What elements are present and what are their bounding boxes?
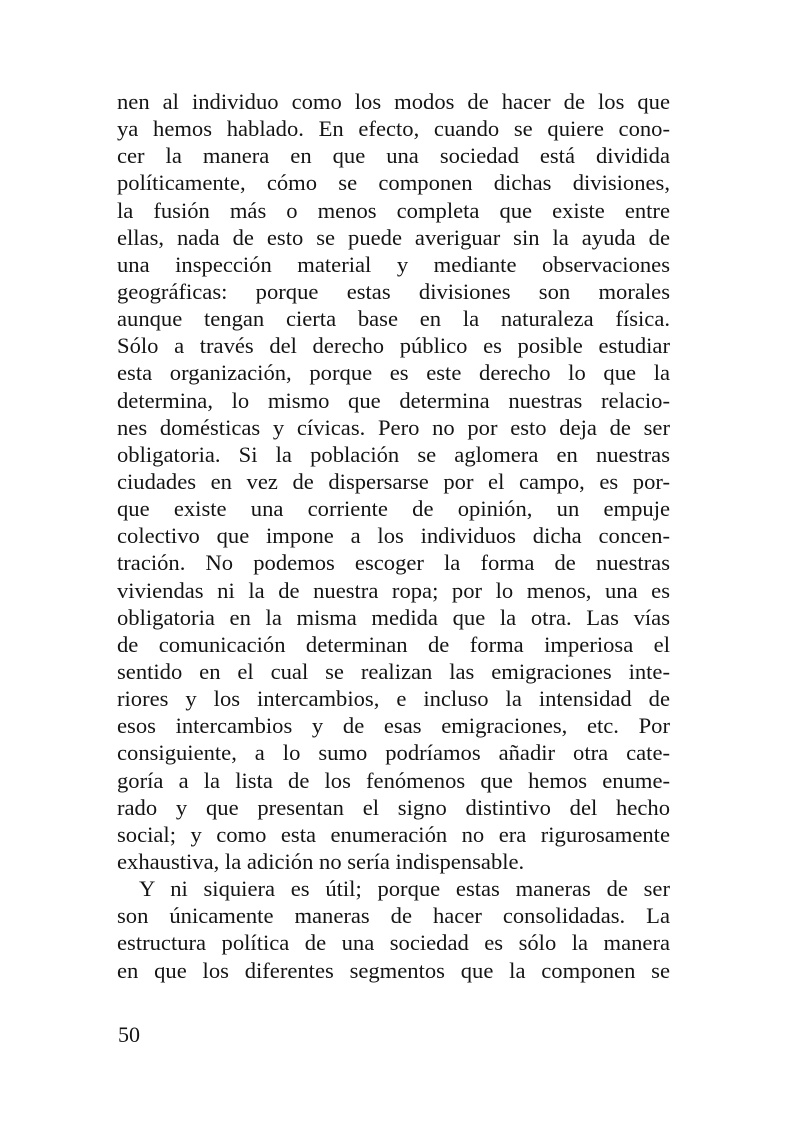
text-line: consiguiente, a lo sumo podríamos añadir otra cate- xyxy=(117,740,670,766)
text-line: riores y los intercambios, e incluso la intensidad de xyxy=(117,686,670,712)
text-line: Sólo a través del derecho público es posible estudiar xyxy=(117,333,670,359)
text-line: obligatoria en la misma medida que la otra. Las vías xyxy=(117,604,670,630)
text-line: ya hemos hablado. En efecto, cuando se quiere cono- xyxy=(117,116,670,142)
text-line: goría a la lista de los fenómenos que hemos enume- xyxy=(117,767,670,793)
text-line: que existe una corriente de opinión, un empuje xyxy=(117,496,670,522)
text-line: geográficas: porque estas divisiones son morales xyxy=(117,278,670,304)
text-line: determina, lo mismo que determina nuestras relacio- xyxy=(117,387,670,413)
text-line: ciudades en vez de dispersarse por el campo, es por- xyxy=(117,468,670,494)
text-line: esos intercambios y de esas emigraciones, etc. Por xyxy=(117,713,670,739)
text-line: cer la manera en que una sociedad está dividida xyxy=(117,143,670,169)
body-text xyxy=(117,88,670,984)
text-line: obligatoria. Si la población se aglomera en nuestras xyxy=(117,441,670,467)
text-line: la fusión más o menos completa que existe entre xyxy=(117,197,670,223)
text-line: exhaustiva, la adición no sería indispensable. xyxy=(117,848,525,874)
text-line: nen al individuo como los modos de hacer de los que xyxy=(117,89,670,114)
page-number: 50 xyxy=(118,1022,140,1047)
text-line: estructura política de una sociedad es sólo la manera xyxy=(117,930,670,956)
text-line: Y ni siquiera es útil; porque estas maneras de ser xyxy=(139,876,670,902)
text-line: sentido en el cual se realizan las emigraciones inte- xyxy=(117,658,670,684)
text-line: políticamente, cómo se componen dichas divisiones, xyxy=(117,170,670,196)
text-line: colectivo que impone a los individuos dicha concen- xyxy=(117,523,670,549)
text-line: ellas, nada de esto se puede averiguar sin la ayuda de xyxy=(117,224,670,250)
text-line: viviendas ni la de nuestra ropa; por lo menos, una es xyxy=(117,577,670,603)
text-line: aunque tengan cierta base en la naturaleza física. xyxy=(117,306,670,332)
text-line: una inspección material y mediante observaciones xyxy=(117,251,670,277)
text-line: tración. No podemos escoger la forma de nuestras xyxy=(117,550,670,576)
paragraph-1 xyxy=(117,88,670,875)
text-line: son únicamente maneras de hacer consolidadas. La xyxy=(117,903,670,929)
text-line: nes domésticas y cívicas. Pero no por esto deja de ser xyxy=(117,414,670,440)
text-line: esta organización, porque es este derecho lo que la xyxy=(117,360,670,386)
paragraph-2 xyxy=(117,875,670,984)
text-line: en que los diferentes segmentos que la componen se xyxy=(117,957,670,983)
text-line: de comunicación determinan de forma imperiosa el xyxy=(117,631,670,657)
text-line: rado y que presentan el signo distintivo del hecho xyxy=(117,794,670,820)
text-line: social; y como esta enumeración no era rigurosamente xyxy=(117,821,670,847)
